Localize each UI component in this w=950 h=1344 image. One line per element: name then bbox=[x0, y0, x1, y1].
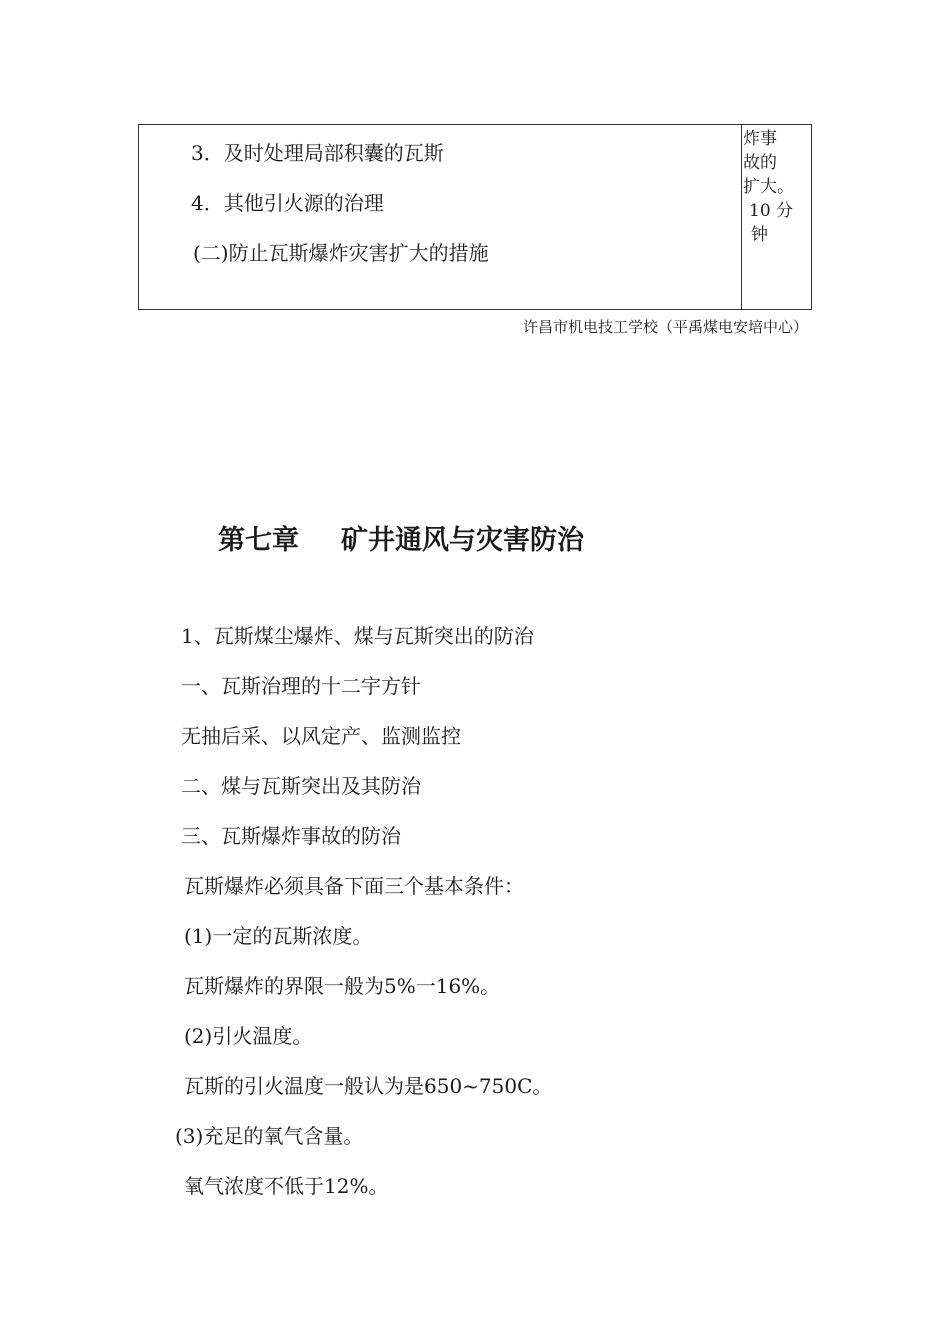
chapter-title bbox=[218, 518, 584, 557]
lesson-table bbox=[138, 124, 812, 310]
table-row: 4．其他引火源的治理 bbox=[191, 191, 384, 215]
body-text: 瓦斯的引火温度一般认为是650~750C。 bbox=[184, 1074, 553, 1098]
time-note-line: 扩大。 bbox=[743, 177, 794, 197]
condition-item: (2)引火温度。 bbox=[184, 1024, 313, 1048]
section-heading: 二、煤与瓦斯突出及其防治 bbox=[181, 774, 421, 798]
page-footer: 许昌市机电技工学校（平禹煤电安培中心） bbox=[522, 318, 808, 336]
section-heading: 1、瓦斯煤尘爆炸、煤与瓦斯突出的防治 bbox=[181, 624, 534, 648]
chapter-name: 矿井通风与灾害防治 bbox=[341, 525, 584, 556]
body-text: 氧气浓度不低于12%。 bbox=[184, 1174, 389, 1198]
time-note-line: 钟 bbox=[751, 225, 768, 245]
section-heading: 三、瓦斯爆炸事故的防治 bbox=[181, 824, 401, 848]
body-text: 瓦斯爆炸必须具备下面三个基本条件： bbox=[184, 874, 524, 898]
table-row: (二)防止瓦斯爆炸灾害扩大的措施 bbox=[193, 241, 489, 265]
table-row: 3．及时处理局部积囊的瓦斯 bbox=[191, 141, 444, 165]
table-divider bbox=[741, 125, 742, 309]
time-note bbox=[743, 127, 809, 247]
time-note-line: 炸事 bbox=[743, 129, 777, 149]
condition-item: (3)充足的氧气含量。 bbox=[175, 1124, 364, 1148]
condition-item: (1)一定的瓦斯浓度。 bbox=[184, 924, 373, 948]
chapter-number: 第七章 bbox=[218, 525, 299, 556]
time-note-line: 故的 bbox=[743, 153, 777, 173]
body-text: 无抽后采、以风定产、监测监控 bbox=[181, 724, 461, 748]
section-heading: 一、瓦斯治理的十二宇方针 bbox=[181, 674, 421, 698]
time-note-line: 10 分 bbox=[749, 201, 794, 221]
body-text: 瓦斯爆炸的界限一般为5%一16%。 bbox=[184, 974, 501, 998]
